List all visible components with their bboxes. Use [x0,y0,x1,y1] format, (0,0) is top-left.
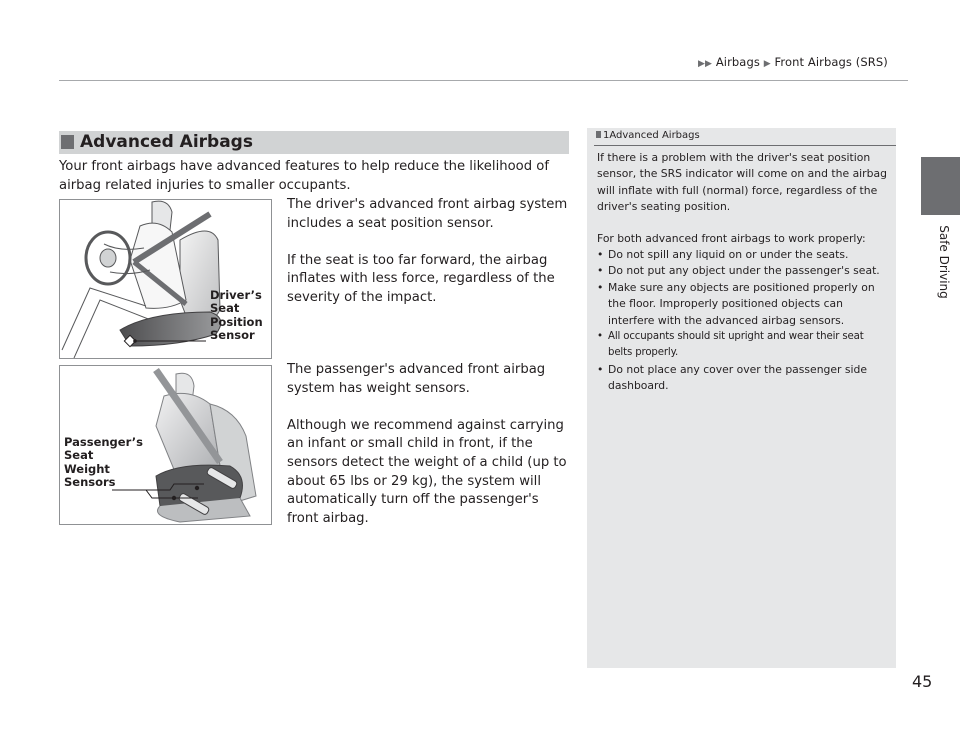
driver-seat-figure [59,199,272,359]
breadcrumb-item-airbags[interactable]: Airbags [715,55,760,69]
bullet-icon: • [597,331,603,343]
passenger-seat-figure [59,365,272,525]
driver-airbag-text [287,196,572,308]
label-line: Sensor [210,327,255,342]
page-number: 45 [912,672,933,691]
chapter-tab[interactable] [921,157,960,215]
notes-divider [594,145,896,146]
driver-paragraph-2: If the seat is too far forward, the airbag inflates with less force, regardless of the severity of the impact. [287,252,555,305]
bullet-icon: • [597,362,604,376]
label-line: Driver’s [210,288,262,302]
chapter-tab-label: Safe Driving [937,225,951,299]
bullet-icon: • [597,280,604,294]
passenger-weight-sensor-label [64,436,143,489]
label-line: Position [210,314,263,329]
intro-paragraph: Your front airbags have advanced features to help reduce the likelihood of airbag related injuries to smaller occupants. [59,159,550,193]
notes-title-text: Advanced Airbags [609,130,700,141]
bullet-text: Do not spill any liquid on or under the seats. [608,248,849,262]
breadcrumb-item-front-airbags[interactable]: Front Airbags (SRS) [774,55,888,69]
bullet-text: Do not place any cover over the passenger side dashboard. [608,362,868,393]
label-line: Seat [210,301,240,316]
label-line: Sensors [64,474,116,489]
label-line: Passenger’s [64,435,143,449]
list-item [597,280,889,329]
breadcrumb [698,55,888,69]
label-line: Weight [64,461,110,476]
header-divider [59,80,908,81]
bullet-text: Do not put any object under the passenger's seat. [608,264,880,278]
bullet-icon: • [597,248,604,262]
driver-seat-sensor-label [210,289,263,342]
notes-marker-icon [596,131,601,138]
notes-bullet-list [597,247,889,395]
passenger-airbag-text [287,361,572,528]
bullet-icon: • [597,264,604,278]
notes-paragraph-2: For both advanced front airbags to work properly: [597,231,866,245]
passenger-paragraph-1: The passenger's advanced front airbag system has weight sensors. [287,362,546,396]
notes-paragraph-1: If there is a problem with the driver's seat position sensor, the SRS indicator will come on and the airbag will inflate with full (normal) force, regardless of the driver's seating position. [597,151,887,214]
section-square-icon [61,135,74,149]
section-title: Advanced Airbags [80,132,253,152]
bullet-text: Make sure any objects are positioned properly on the floor. Improperly positioned objects can interfere with the advanced airbag sensors. [608,280,875,327]
notes-marker: 1 [603,130,610,141]
breadcrumb-arrow-icon: ▶▶ [698,59,713,69]
list-item [597,362,889,395]
bullet-text: All occupants should sit upright and wear their seat belts properly. [608,331,864,359]
driver-paragraph-1: The driver's advanced front airbag system includes a seat position sensor. [287,197,568,231]
breadcrumb-arrow-icon: ▶ [763,59,771,69]
list-item [597,247,889,263]
notes-body [597,150,889,395]
notes-title [596,130,700,141]
list-item [597,263,889,279]
list-item [597,329,889,362]
label-line: Seat [64,448,94,463]
passenger-paragraph-2: Although we recommend against carrying an infant or small child in front, if the sensors detect the weight of a child (up to about 65 lbs or 29 kg), the system will automatically turn off the passenger's front airbag. [287,417,567,526]
